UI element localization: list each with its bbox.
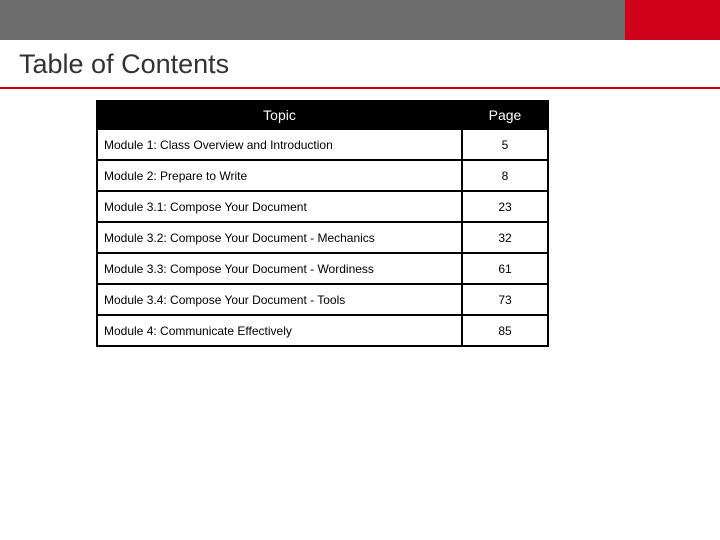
table-row — [97, 191, 548, 222]
topic-cell: Module 2: Prepare to Write — [97, 160, 462, 191]
page-number-cell: 23 — [462, 191, 548, 222]
top-banner-accent — [625, 0, 720, 40]
topic-cell: Module 4: Communicate Effectively — [97, 315, 462, 346]
table-row — [97, 222, 548, 253]
table-row — [97, 284, 548, 315]
table-row — [97, 315, 548, 346]
topic-column-header: Topic — [97, 101, 462, 129]
page-number-cell: 5 — [462, 129, 548, 160]
topic-cell: Module 3.3: Compose Your Document - Wordiness — [97, 253, 462, 284]
page-number-cell: 73 — [462, 284, 548, 315]
page-number-cell: 32 — [462, 222, 548, 253]
topic-cell: Module 1: Class Overview and Introduction — [97, 129, 462, 160]
table-row — [97, 253, 548, 284]
topic-cell: Module 3.2: Compose Your Document - Mechanics — [97, 222, 462, 253]
topic-cell: Module 3.4: Compose Your Document - Tools — [97, 284, 462, 315]
toc-table — [96, 100, 549, 347]
table-row — [97, 160, 548, 191]
page-number-cell: 8 — [462, 160, 548, 191]
page-title: Table of Contents — [19, 49, 230, 79]
top-banner — [0, 0, 720, 40]
page-number-cell: 85 — [462, 315, 548, 346]
page-number-cell: 61 — [462, 253, 548, 284]
table-row — [97, 129, 548, 160]
page-column-header: Page — [462, 101, 548, 129]
title-divider — [0, 87, 720, 89]
topic-cell: Module 3.1: Compose Your Document — [97, 191, 462, 222]
toc-header-row — [97, 101, 548, 129]
